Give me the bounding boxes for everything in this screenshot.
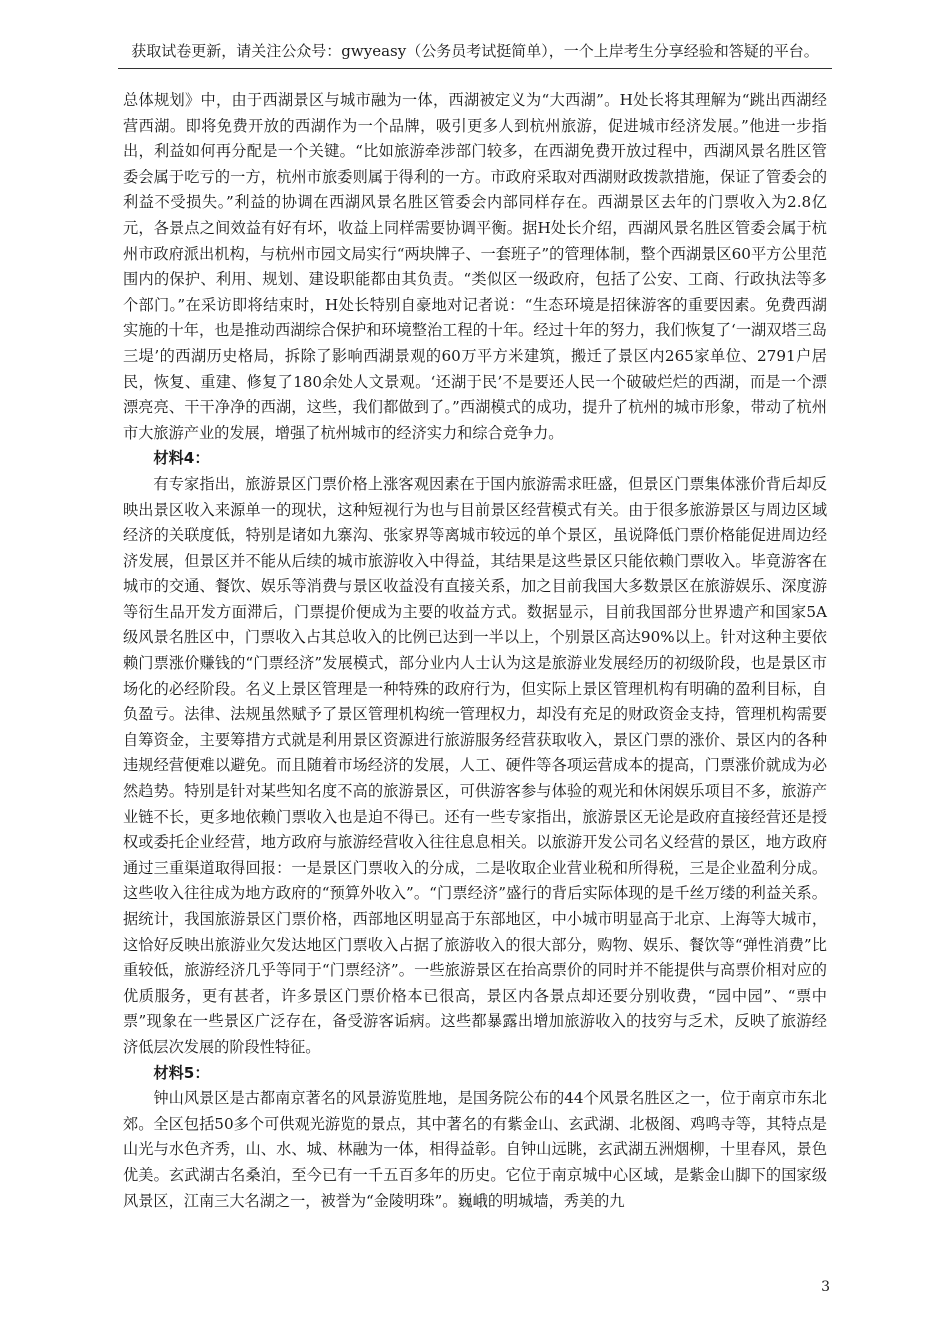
- paragraph-continued: 总体规划》中，由于西湖景区与城市融为一体，西湖被定义为“大西湖”。H处长将其理解为“跳出西湖经营西湖。即将免费开放的西湖作为一个品牌，吸引更多人到杭州旅游，促进城市经济发展。”他进一步指出，利益如何再分配是一个关键。“比如旅游牵涉部门较多，在西湖免费开放过程中，西湖风景名胜区管委会属于吃亏的一方，杭州市旅委则属于得利的一方。市政府采取对西湖财政拨款措施，保证了管委会的利益不受损失。”利益的协调在西湖风景名胜区管委会内部同样存在。西湖景区去年的门票收入为2.8亿元，各景点之间效益有好有坏，收益上同样需要协调平衡。据H处长介绍，西湖风景名胜区管委会属于杭州市政府派出机构，与杭州市园文局实行“两块牌子、一套班子”的管理体制，整个西湖景区60平方公里范围内的保护、利用、规划、建设职能都由其负责。“类似区一级政府，包括了公安、工商、行政执法等多个部门。”在采访即将结束时，H处长特别自豪地对记者说：“生态环境是招徕游客的重要因素。免费西湖实施的十年，也是推动西湖综合保护和环境整治工程的十年。经过十年的努力，我们恢复了‘一湖双塔三岛三堤’的西湖历史格局，拆除了影响西湖景观的60万平方米建筑，搬迁了景区内265家单位、2791户居民，恢复、重建、修复了180余处人文景观。‘还湖于民’不是要还人民一个破破烂烂的西湖，而是一个漂漂亮亮、干干净净的西湖，这些，我们都做到了。”西湖模式的成功，提升了杭州的城市形象，带动了杭州市大旅游产业的发展，增强了杭州城市的经济实力和综合竞争力。: [123, 91, 827, 442]
- page-number: 3: [821, 1279, 830, 1295]
- page-header: 获取试卷更新，请关注公众号：gwyeasy（公务员考试挺简单），一个上岸考生分享经验和答疑的平台。: [131, 42, 819, 60]
- section-title-material-5: 材料5：: [153, 1063, 210, 1082]
- section-title-material-4: 材料4：: [153, 449, 210, 468]
- document-body: [123, 88, 827, 1214]
- header-divider: [118, 68, 832, 69]
- paragraph-material-4: 有专家指出，旅游景区门票价格上涨客观因素在于国内旅游需求旺盛，但景区门票集体涨价背后却反映出景区收入来源单一的现状，这种短视行为也与目前景区经营模式有关。由于很多旅游景区与周边区域经济的关联度低，特别是诸如九寨沟、张家界等离城市较远的单个景区，虽说降低门票价格能促进周边经济发展，但景区并不能从后续的城市旅游收入中得益，其结果是这些景区只能依赖门票收入。毕竟游客在城市的交通、餐饮、娱乐等消费与景区收益没有直接关系，加之目前我国大多数景区在旅游娱乐、深度游等衍生品开发方面滞后，门票提价便成为主要的收益方式。数据显示，目前我国部分世界遗产和国家5A级风景名胜区中，门票收入占其总收入的比例已达到一半以上，个别景区高达90%以上。针对这种主要依赖门票涨价赚钱的“门票经济”发展模式，部分业内人士认为这是旅游业发展经历的初级阶段，也是景区市场化的必经阶段。名义上景区管理是一种特殊的政府行为，但实际上景区管理机构有明确的盈利目标，自负盈亏。法律、法规虽然赋予了景区管理机构统一管理权力，却没有充足的财政资金支持，管理机构需要自筹资金，主要筹措方式就是利用景区资源进行旅游服务经营获取收入，景区门票的涨价、景区内的各种违规经营便难以避免。而且随着市场经济的发展，人工、硬件等各项运营成本的提高，门票涨价就成为必然趋势。特别是针对某些知名度不高的旅游景区，可供游客参与体验的观光和休闲娱乐项目不多，旅游产业链不长，更多地依赖门票收入也是迫不得已。还有一些专家指出，旅游景区无论是政府直接经营还是授权或委托企业经营，地方政府与旅游经营收入往往息息相关。以旅游开发公司名义经营的景区，地方政府通过三重渠道取得回报：一是景区门票收入的分成，二是收取企业营业税和所得税，三是企业盈利分成。这些收入往往成为地方政府的“预算外收入”。“门票经济”盛行的背后实际体现的是千丝万缕的利益关系。据统计，我国旅游景区门票价格，西部地区明显高于东部地区，中小城市明显高于北京、上海等大城市，这恰好反映出旅游业欠发达地区门票收入占据了旅游收入的很大部分，购物、娱乐、餐饮等“弹性消费”比重较低，旅游经济几乎等同于“门票经济”。一些旅游景区在抬高票价的同时并不能提供与高票价相对应的优质服务，更有甚者，许多景区门票价格本已很高，景区内各景点却还要分别收费，“园中园”、“票中票”现象在一些景区广泛存在，备受游客诟病。这些都暴露出增加旅游收入的技穷与乏术，反映了旅游经济低层次发展的阶段性特征。: [123, 474, 827, 1056]
- paragraph-material-5: 钟山风景区是古都南京著名的风景游览胜地，是国务院公布的44个风景名胜区之一，位于南京市东北郊。全区包括50多个可供观光游览的景点，其中著名的有紫金山、玄武湖、北极阁、鸡鸣寺等，其特点是山光与水色齐秀，山、水、城、林融为一体，相得益彰。自钟山远眺，玄武湖五洲烟柳，十里春风，景色优美。玄武湖古名桑泊，至今已有一千五百多年的历史。它位于南京城中心区域，是紫金山脚下的国家级风景区，江南三大名湖之一，被誉为“金陵明珠”。巍峨的明城墙，秀美的九: [123, 1089, 827, 1210]
